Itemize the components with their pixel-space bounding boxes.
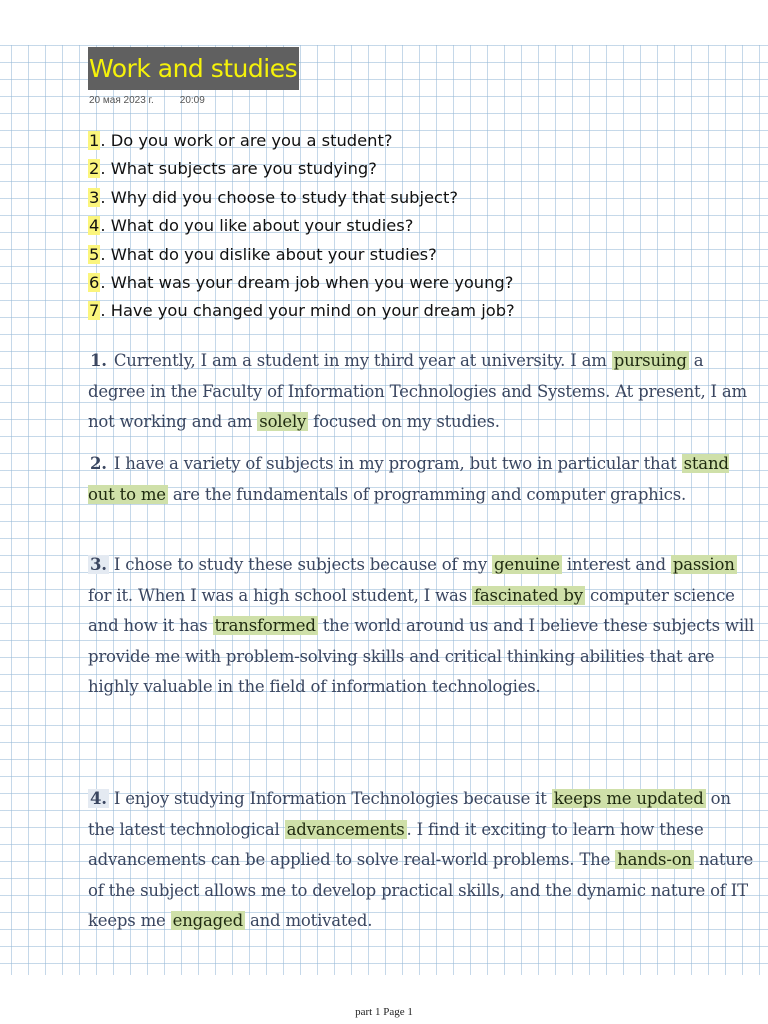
answer-text: interest and	[561, 555, 671, 574]
question-text: . Why did you choose to study that subject?	[100, 187, 459, 207]
question-number: 6	[89, 273, 100, 293]
question-text: . Have you changed your mind on your dream job?	[100, 301, 515, 321]
question-text: . What do you dislike about your studies?	[100, 244, 437, 264]
vocab-highlight: keeps me updated	[553, 789, 704, 808]
answer-4	[88, 784, 758, 937]
vocab-highlight: passion	[672, 555, 735, 574]
answer-text: and motivated.	[244, 911, 373, 930]
answer-number: 3.	[90, 555, 107, 574]
vocab-highlight: hands-on	[617, 850, 692, 869]
page-footer: part 1 Page 1	[355, 1006, 413, 1018]
answer-text: I chose to study these subjects because of my	[108, 555, 493, 574]
answer-number: 2.	[90, 454, 107, 473]
answer-text: a degree in the Faculty of Information Technologies and Systems. At present, I am not working and am	[88, 351, 747, 431]
question-number: 2	[89, 159, 100, 179]
note-time: 20:09	[179, 95, 205, 106]
vocab-highlight: stand out to me	[88, 454, 729, 504]
answer-text: focused on my studies.	[308, 412, 500, 431]
question-text: . What do you like about your studies?	[100, 216, 414, 236]
question-item	[88, 184, 515, 212]
vocab-highlight: fascinated by	[474, 585, 583, 605]
question-item	[88, 297, 515, 325]
question-text: . What was your dream job when you were young?	[100, 273, 514, 293]
question-number: 4	[89, 216, 100, 236]
answer-1	[88, 346, 758, 438]
vocab-highlight: advancements	[286, 819, 405, 839]
question-number: 5	[89, 244, 100, 264]
question-number: 7	[89, 301, 100, 321]
question-item	[88, 269, 515, 297]
answer-text: I enjoy studying Information Technologies because it	[108, 789, 552, 808]
vocab-highlight: genuine	[494, 555, 560, 574]
vocab-highlight: pursuing	[613, 351, 687, 370]
answer-number: 1.	[90, 351, 107, 370]
answer-text: nature of the subject allows me to develop practical skills, and the dynamic nature of IT keeps me	[88, 850, 754, 930]
answer-2	[88, 449, 758, 510]
title-block	[88, 47, 299, 90]
page-title: Work and studies	[88, 47, 299, 90]
question-list	[88, 127, 515, 326]
answer-text: . I find it exciting to learn how these advancements can be applied to solve real-world problems. The	[88, 819, 704, 869]
answer-text: the world around us and I believe these subjects will provide me with problem-solving skills and critical thinking abilities that are highly valuable in the field of information technologies.	[88, 616, 755, 696]
question-text: . What subjects are you studying?	[100, 159, 377, 179]
vocab-highlight: engaged	[172, 911, 243, 930]
vocab-highlight: solely	[259, 412, 307, 431]
answer-text: on the latest technological	[88, 789, 731, 839]
answer-number: 4.	[90, 789, 107, 808]
note-timestamp	[89, 95, 205, 106]
answer-text: computer science and how it has	[88, 585, 735, 635]
answer-3	[88, 550, 758, 703]
question-number: 1	[89, 131, 100, 150]
answer-text: for it. When I was a high school student, I was	[88, 585, 473, 605]
answer-text: I have a variety of subjects in my program, but two in particular that	[108, 454, 682, 473]
answer-text: Currently, I am a student in my third year at university. I am	[108, 351, 612, 370]
question-item	[88, 241, 515, 269]
question-item	[88, 127, 515, 155]
question-item	[88, 155, 515, 183]
question-text: . Do you work or are you a student?	[100, 131, 393, 150]
note-date: 20 мая 2023 г.	[89, 95, 154, 106]
answer-text: are the fundamentals of programming and computer graphics.	[167, 484, 687, 504]
question-number: 3	[89, 187, 100, 207]
vocab-highlight: transformed	[214, 616, 316, 635]
question-item	[88, 212, 515, 240]
